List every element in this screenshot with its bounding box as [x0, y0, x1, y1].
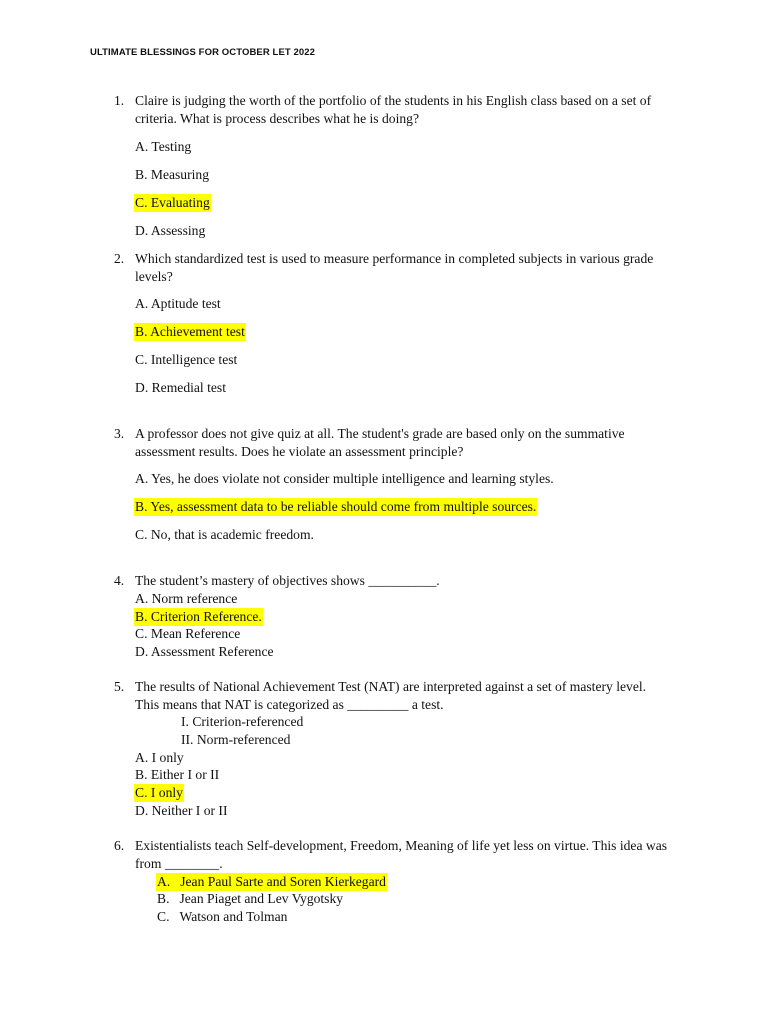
option-b-highlighted-answer: B. Yes, assessment data to be reliable should come from multiple sources. [135, 499, 537, 514]
option-b-highlighted-answer: B. Achievement test [135, 324, 245, 339]
question-stem-line: assessment results. Does he violate an assessment principle? [135, 444, 464, 459]
question-number: 1. [114, 93, 125, 108]
option-d: D. Assessing [135, 223, 206, 238]
option-a-highlighted-answer [156, 873, 387, 891]
option-a: A. I only [135, 750, 184, 765]
option-c-highlighted-answer: C. I only [135, 785, 183, 800]
question-stem-line: Which standardized test is used to measure performance in completed subjects in various grade [135, 251, 654, 266]
option-d: D. Assessment Reference [135, 644, 274, 659]
option-c-highlighted-answer: C. Evaluating [135, 195, 210, 210]
question-number: 4. [114, 573, 125, 588]
question-number: 6. [114, 838, 125, 853]
option-letter: C. [157, 909, 170, 924]
option-d: D. Neither I or II [135, 803, 228, 818]
option-b [157, 890, 343, 908]
question-stem-line: levels? [135, 269, 173, 284]
option-text: Jean Piaget and Lev Vygotsky [179, 891, 344, 906]
option-text: Watson and Tolman [179, 909, 288, 924]
question-stem-line: from ________. [135, 856, 223, 871]
question-number: 5. [114, 679, 125, 694]
option-a: A. Norm reference [135, 591, 238, 606]
document-header: ULTIMATE BLESSINGS FOR OCTOBER LET 2022 [90, 47, 316, 58]
question-stem-line: A professor does not give quiz at all. The student's grade are based only on the summative [135, 426, 625, 441]
question-number: 3. [114, 426, 125, 441]
option-c: C. Mean Reference [135, 626, 241, 641]
option-text: Jean Paul Sarte and Soren Kierkegard [180, 874, 386, 889]
option-c: C. Intelligence test [135, 352, 238, 367]
option-letter: A. [157, 874, 171, 889]
option-c: C. No, that is academic freedom. [135, 527, 314, 542]
question-stem-line: This means that NAT is categorized as _________ a test. [135, 697, 444, 712]
question-stem-line: Claire is judging the worth of the portfolio of the students in his English class based on a set of [135, 93, 652, 108]
question-stem-line: The results of National Achievement Test (NAT) are interpreted against a set of mastery level. [135, 679, 647, 694]
option-b-highlighted-answer: B. Criterion Reference. [135, 609, 262, 624]
sub-item: II. Norm-referenced [181, 732, 291, 747]
question-stem-line: The student’s mastery of objectives shows __________. [135, 573, 440, 588]
option-d: D. Remedial test [135, 380, 226, 395]
option-letter: B. [157, 891, 170, 906]
question-stem-line: criteria. What is process describes what he is doing? [135, 111, 419, 126]
option-b: B. Either I or II [135, 767, 220, 782]
sub-item: I. Criterion-referenced [181, 714, 304, 729]
option-a: A. Aptitude test [135, 296, 221, 311]
option-b: B. Measuring [135, 167, 210, 182]
question-stem-line: Existentialists teach Self-development, Freedom, Meaning of life yet less on virtue. This idea was [135, 838, 668, 853]
option-a: A. Testing [135, 139, 192, 154]
option-a: A. Yes, he does violate not consider multiple intelligence and learning styles. [135, 471, 554, 486]
question-number: 2. [114, 251, 125, 266]
option-c [157, 908, 287, 926]
